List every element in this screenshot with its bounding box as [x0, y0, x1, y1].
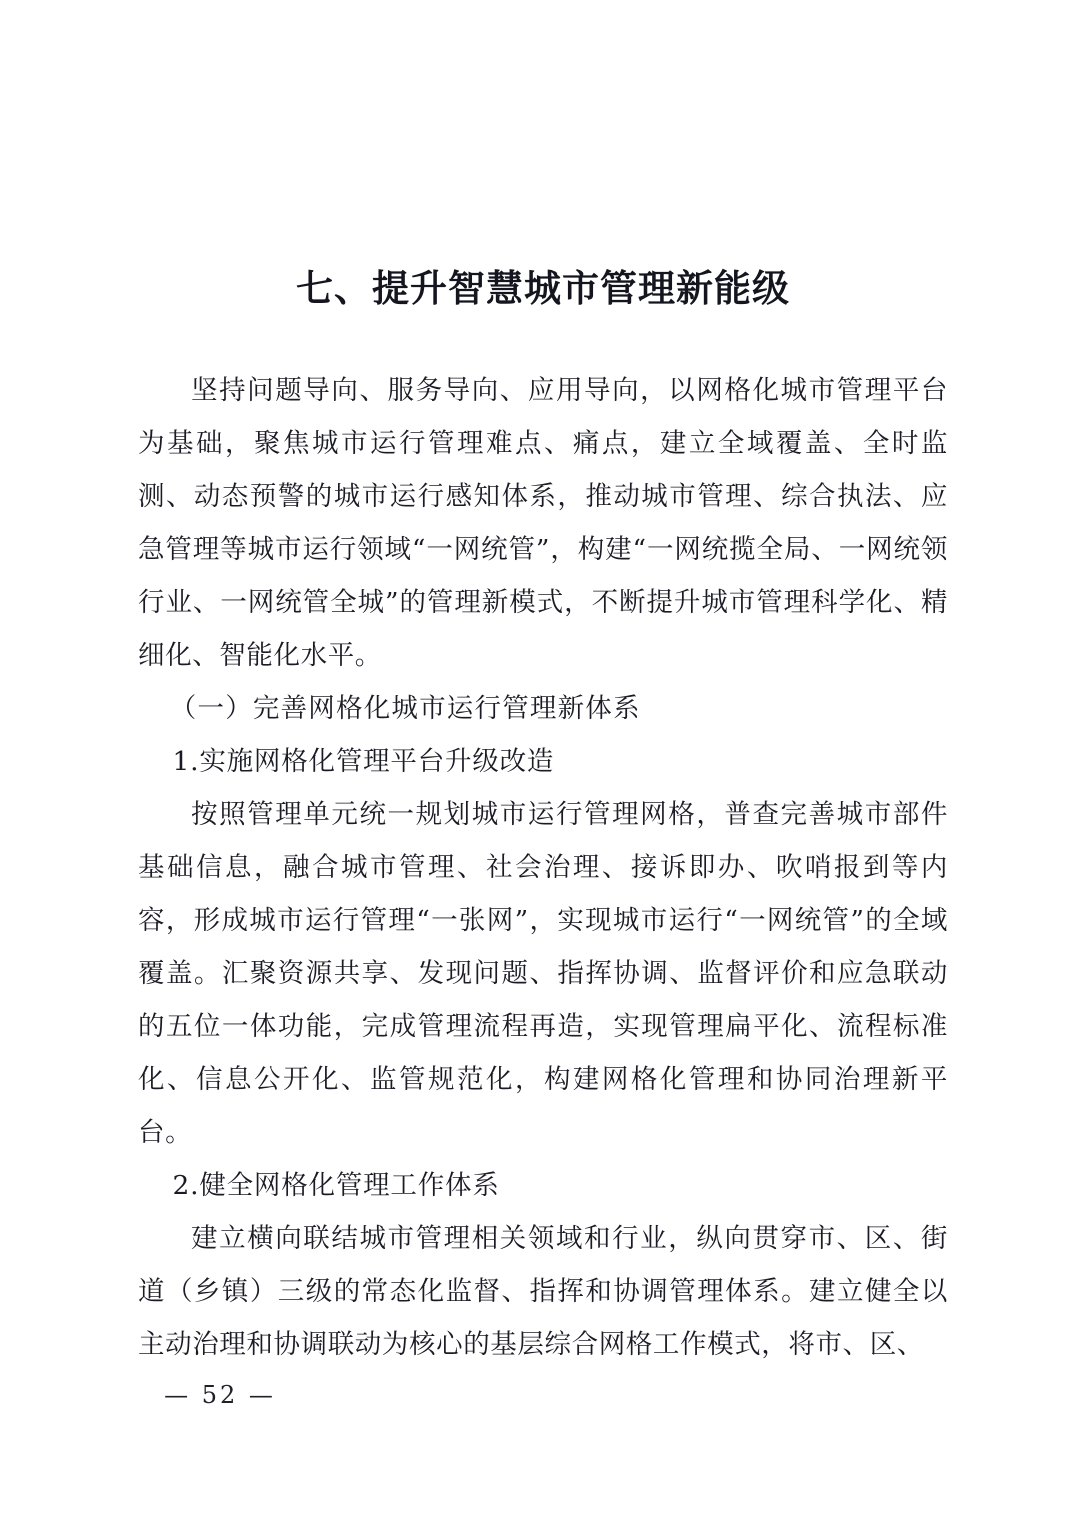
paragraph-1: 按照管理单元统一规划城市运行管理网格，普查完善城市部件基础信息，融合城市管理、社会治理、接诉即办、吹哨报到等内容，形成城市运行管理“一张网”，实现城市运行“一网统管”的全域覆盖。汇聚资源共享、发现问题、指挥协调、监督评价和应急联动的五位一体功能，完成管理流程再造，实现管理扁平化、流程标准化、信息公开化、监管规范化，构建网格化管理和协同治理新平台。 — [138, 799, 948, 1148]
subsection-heading-2: 2.健全网格化管理工作体系 — [172, 1170, 500, 1201]
page-title: 七、提升智慧城市管理新能级 — [296, 266, 790, 310]
paragraph-intro: 坚持问题导向、服务导向、应用导向，以网格化城市管理平台为基础，聚焦城市运行管理难点、痛点，建立全域覆盖、全时监测、动态预警的城市运行感知体系，推动城市管理、综合执法、应急管理等城市运行领域“一网统管”，构建“一网统揽全局、一网统领行业、一网统管全城”的管理新模式，不断提升城市管理科学化、精细化、智能化水平。 — [138, 375, 948, 671]
section-heading-yi: （一）完善网格化城市运行管理新体系 — [169, 693, 641, 724]
page-footer — [0, 1381, 1080, 1409]
page-content — [138, 258, 948, 1371]
page-number: — 52 — — [164, 1381, 276, 1409]
subsection-heading-1: 1.实施网格化管理平台升级改造 — [172, 746, 555, 777]
paragraph-2: 建立横向联结城市管理相关领域和行业，纵向贯穿市、区、街道（乡镇）三级的常态化监督、指挥和协调管理体系。建立健全以主动治理和协调联动为核心的基层综合网格工作模式，将市、区、 — [138, 1223, 948, 1360]
